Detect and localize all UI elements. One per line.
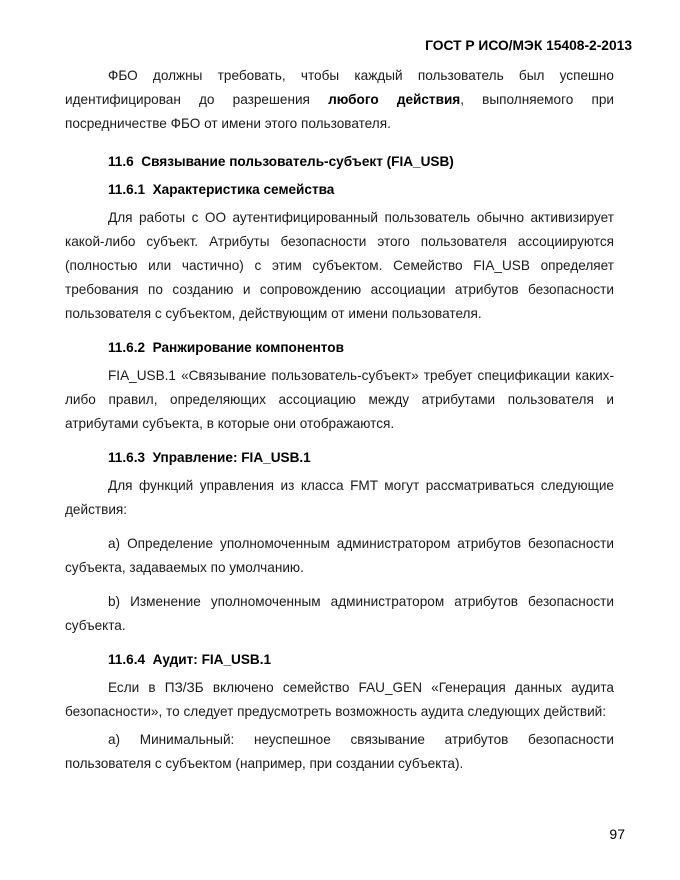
section-heading: 11.6 Связывание пользователь-субъект (FIA_USB) <box>108 154 454 169</box>
subsection-4-item-a: а) Минимальный: неуспешное связывание атрибутов безопасности пользователя с субъектом (например, при создании субъекта). <box>65 732 614 771</box>
document-header: ГОСТ Р ИСО/МЭК 15408-2-2013 <box>425 38 632 53</box>
subsection-3-text: Для функций управления из класса FMT могут рассматриваться следующие действия: <box>65 478 614 517</box>
subsection-3-item-b: b) Изменение уполномоченным администратором атрибутов безопасности субъекта. <box>65 594 614 633</box>
subsection-heading-1: 11.6.1 Характеристика семейства <box>108 182 335 197</box>
subsection-2-text: FIA_USB.1 «Связывание пользователь-субъект» требует спецификации каких-либо правил, определяющих ассоциацию между атрибутами пользователя и атрибутами субъекта, в которые они отображаются. <box>65 368 614 431</box>
subsection-4-text: Если в ПЗ/ЗБ включено семейство FAU_GEN «Генерация данных аудита безопасности», то следует предусмотреть возможность аудита следующих действий: <box>65 680 614 719</box>
page-number: 97 <box>609 826 625 842</box>
emphasis-text: любого действия <box>328 92 461 107</box>
subsection-1-text: Для работы с ОО аутентифицированный пользователь обычно активизирует какой-либо субъект. Атрибуты безопасности этого пользователя ассоциируются (полностью или частично) с этим субъектом. Семейство FIA_USB определяет требования по созданию и сопровождению ассоциации атрибутов безопасности пользователя с субъектом, действующим от имени пользователя. <box>65 210 614 321</box>
subsection-heading-4: 11.6.4 Аудит: FIA_USB.1 <box>108 652 272 667</box>
subsection-heading-2: 11.6.2 Ранжирование компонентов <box>108 340 344 355</box>
intro-paragraph: ФБО должны требовать, чтобы каждый пользователь был успешно идентифицирован до разрешения любого действия, выполняемого при посредничестве ФБО от имени этого пользователя. <box>65 68 614 131</box>
document-body <box>65 64 614 776</box>
subsection-3-item-a: а) Определение уполномоченным администратором атрибутов безопасности субъекта, задаваемых по умолчанию. <box>65 536 614 575</box>
subsection-heading-3: 11.6.3 Управление: FIA_USB.1 <box>108 450 311 465</box>
